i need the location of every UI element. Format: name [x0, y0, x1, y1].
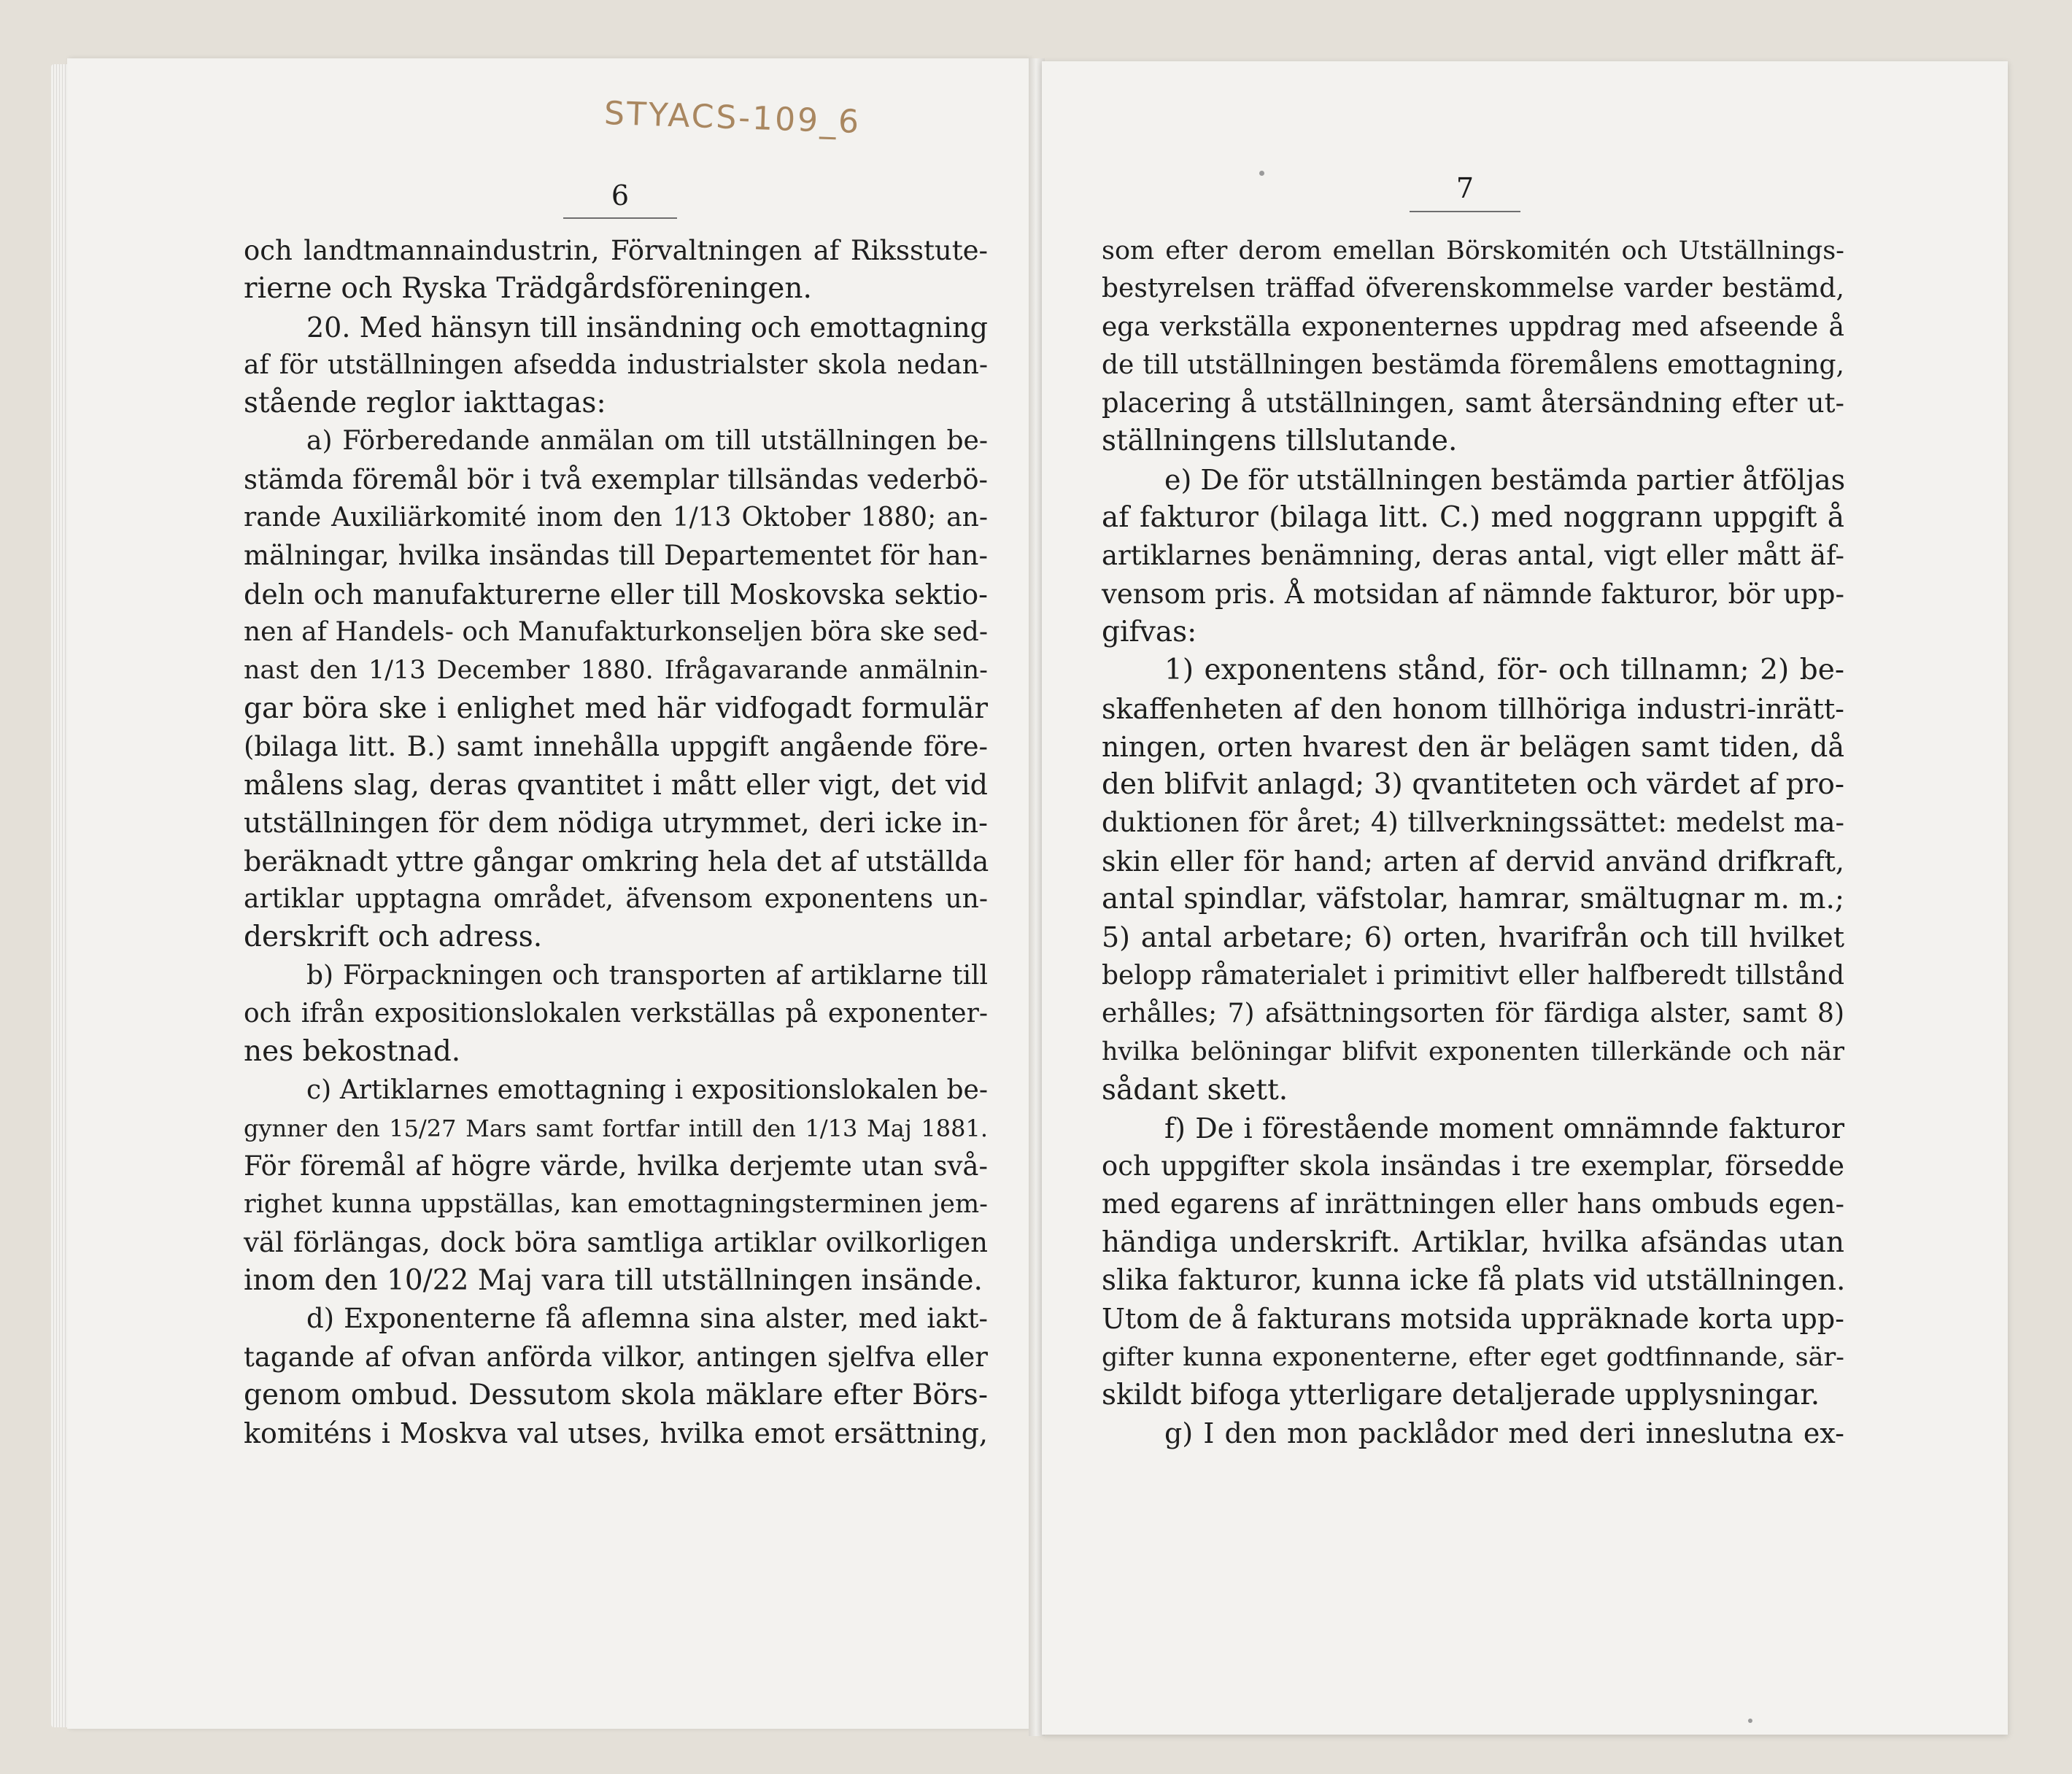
text-line: artiklarnes benämning, deras antal, vigt eller mått äf- — [1102, 540, 1844, 572]
text-line: de till utställningen bestämda föremålens emottagning, — [1102, 349, 1844, 380]
text-line: derskrift och adress. — [244, 921, 543, 954]
text-line: beräknadt yttre gångar omkring hela det af utställda — [244, 845, 989, 878]
right-page-number: 7 — [1456, 172, 1474, 204]
text-line: komiténs i Moskva val utses, hvilka emot ersättning, — [244, 1417, 988, 1450]
text-line: väl förlängas, dock böra samtliga artiklar ovilkorligen — [244, 1226, 988, 1258]
text-line: och uppgifter skola insändas i tre exemplar, försedde — [1102, 1150, 1844, 1182]
page-speck — [1259, 171, 1264, 176]
text-line: händiga underskrift. Artiklar, hvilka afsändas utan — [1102, 1225, 1844, 1259]
catalog-mark: STYACS-109_6 — [603, 94, 862, 142]
text-line: gynner den 15/27 Mars samt fortfar intill den 1/13 Maj 1881. — [244, 1114, 988, 1142]
text-line: af för utställningen afsedda industrialster skola nedan- — [244, 349, 988, 380]
text-line: skildt bifoga ytterligare detaljerade upplysningar. — [1102, 1378, 1820, 1411]
item-d-start: d) Exponenterne få aflemna sina alster, med iakt- — [306, 1303, 988, 1335]
item-b-start: b) Förpackningen och transporten af artiklarne till — [306, 960, 988, 991]
text-line: 5) antal arbetare; 6) orten, hvarifrån och till hvilket — [1102, 921, 1844, 954]
text-line: nen af Handels- och Manufakturkonseljen böra ske sed- — [244, 616, 988, 647]
text-line: erhålles; 7) afsättningsorten för färdiga alster, samt 8) — [1102, 998, 1844, 1029]
text-line: slika fakturor, kunna icke få plats vid utställningen. — [1102, 1264, 1846, 1298]
left-page-text — [244, 232, 988, 1453]
left-page-number: 6 — [611, 179, 630, 212]
enumeration-start: 1) exponentens stånd, för- och tillnamn; 2) be- — [1164, 654, 1844, 687]
text-line: och ifrån expositionslokalen verkställas på exponenter- — [244, 998, 988, 1029]
item-a-start: a) Förberedande anmälan om till utställningen be- — [306, 426, 988, 457]
text-line: duktionen för året; 4) tillverkningssättet: medelst ma- — [1102, 807, 1844, 839]
text-line: (bilaga litt. B.) samt innehålla uppgift angående före- — [244, 730, 988, 762]
text-line: ningen, orten hvarest den är belägen samt tiden, då — [1102, 730, 1844, 763]
right-page-number-rule — [1410, 211, 1520, 212]
text-line: som efter derom emellan Börskomitén och Utställnings- — [1102, 236, 1844, 266]
text-line: placering å utställningen, samt återsändning efter ut- — [1102, 387, 1844, 419]
text-line: vensom pris. Å motsidan af nämnde fakturor, bör upp- — [1102, 578, 1844, 610]
item-f-start: f) De i förestående moment omnämnde fakturor — [1164, 1112, 1844, 1144]
text-line: deln och manufakturerne eller till Moskovska sektio- — [244, 578, 988, 611]
paragraph-20-start: 20. Med hänsyn till insändning och emottagning — [306, 311, 988, 344]
item-c-start: c) Artiklarnes emottagning i expositionslokalen be- — [306, 1074, 988, 1105]
text-line: stämda föremål bör i två exemplar tillsändas vederbö- — [244, 463, 988, 495]
text-line: Utom de å fakturans motsida uppräknade korta upp- — [1102, 1303, 1844, 1336]
text-line: gifter kunna exponenterne, efter eget godtfinnande, sär- — [1102, 1342, 1844, 1372]
text-line: ställningens tillslutande. — [1102, 425, 1458, 458]
text-line: ega verkställa exponenternes uppdrag med afseende å — [1102, 311, 1844, 342]
text-line: belopp råmaterialet i primitivt eller halfberedt tillstånd — [1102, 960, 1844, 991]
text-line: hvilka belöningar blifvit exponenten tillerkände och när — [1102, 1037, 1844, 1067]
page-speck — [1748, 1719, 1752, 1723]
text-line: rierne och Ryska Trädgårdsföreningen. — [244, 272, 812, 306]
text-line: rande Auxiliärkomité inom den 1/13 Oktober 1880; an- — [244, 503, 988, 533]
right-page-text — [1102, 232, 1844, 1453]
text-line: och landtmannaindustrin, Förvaltningen af Riksstute- — [244, 235, 988, 266]
text-line: målens slag, deras qvantitet i mått eller vigt, det vid — [244, 769, 988, 802]
text-line: sådant skett. — [1102, 1073, 1288, 1107]
text-line: gar böra ske i enlighet med här vidfogadt formulär — [244, 692, 988, 725]
text-line: mälningar, hvilka insändas till Departementet för han- — [244, 540, 988, 572]
text-line: med egarens af inrättningen eller hans ombuds egen- — [1102, 1188, 1844, 1220]
text-line: den blifvit anlagd; 3) qvantiteten och värdet af pro- — [1102, 768, 1844, 802]
text-line: bestyrelsen träffad öfverenskommelse varder bestämd, — [1102, 274, 1844, 304]
text-line: artiklar upptagna området, äfvensom exponentens un- — [244, 884, 988, 915]
text-line: tagande af ofvan anförda vilkor, antingen sjelfva eller — [244, 1341, 988, 1373]
text-line: antal spindlar, väfstolar, hamrar, smältugnar m. m.; — [1102, 883, 1844, 916]
text-line: utställningen för dem nödiga utrymmet, deri icke in- — [244, 807, 988, 840]
text-line: skin eller för hand; arten af dervid använd drifkraft, — [1102, 845, 1844, 878]
text-line: nast den 1/13 December 1880. Ifrågavarande anmälnin- — [244, 656, 988, 686]
text-line: righet kunna uppställas, kan emottagningsterminen jem- — [244, 1190, 988, 1220]
text-line: genom ombud. Dessutom skola mäklare efter Börs- — [244, 1378, 988, 1411]
text-line: För föremål af högre värde, hvilka derjemte utan svå- — [244, 1150, 988, 1182]
text-line: skaffenheten af den honom tillhöriga industri-inrätt- — [1102, 692, 1844, 725]
left-page-number-rule — [563, 217, 677, 219]
text-line: inom den 10/22 Maj vara till utställningen insände. — [244, 1264, 983, 1298]
text-line: af fakturor (bilaga litt. C.) med noggrann uppgift å — [1102, 501, 1844, 535]
item-g-start: g) I den mon packlådor med deri inneslutna ex- — [1164, 1417, 1844, 1450]
text-line: gifvas: — [1102, 615, 1197, 648]
item-e-start: e) De för utställningen bestämda partier åtföljas — [1164, 463, 1846, 496]
text-line: stående reglor iakttagas: — [244, 387, 606, 420]
text-line: nes bekostnad. — [244, 1035, 461, 1069]
